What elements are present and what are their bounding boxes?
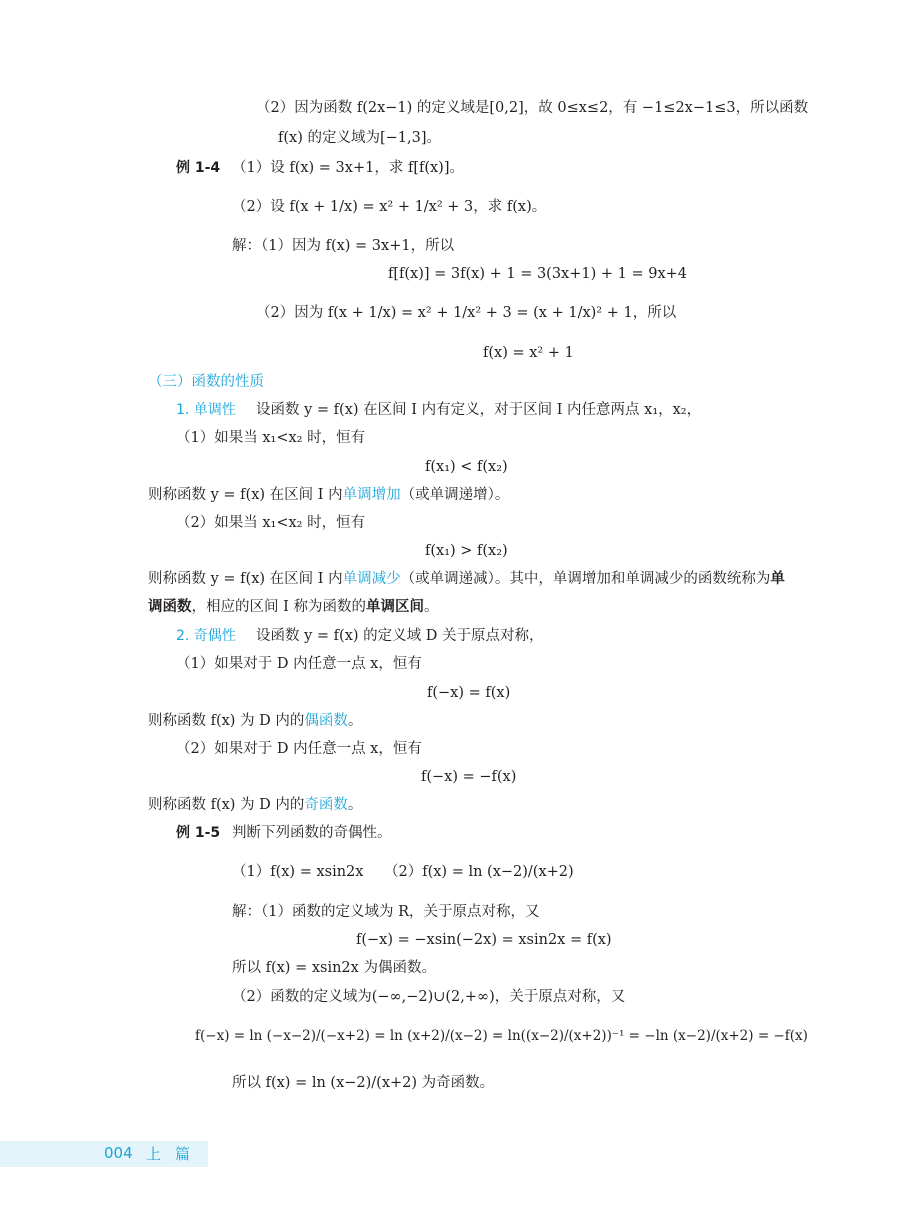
text-span: 。 xyxy=(347,797,363,813)
text-line xyxy=(148,569,785,589)
subsection-label: 2. 奇偶性 xyxy=(176,628,236,644)
term-link: 单调增加 xyxy=(342,487,401,503)
formula: f(−x) = ln (−x−2)/(−x+2) = ln (x+2)/(x−2) = ln((x−2)/(x+2))⁻¹ = −ln (x−2)/(x+2) = −f(x) xyxy=(195,1028,808,1044)
bold-term: 单 xyxy=(770,570,785,587)
formula: f(−x) = −xsin(−2x) = xsin2x = f(x) xyxy=(356,932,612,948)
page-number: 004 xyxy=(104,1144,133,1162)
text-span: 。 xyxy=(423,599,439,615)
section-name: 上篇 xyxy=(146,1145,205,1163)
text-line: （2）如果对于 D 内任意一点 x，恒有 xyxy=(176,741,422,757)
text-line: （1）如果当 x₁<x₂ 时，恒有 xyxy=(176,430,366,446)
term-link: 奇函数 xyxy=(304,797,348,813)
text-span: （或单调递减）。其中，单调增加和单调减少的函数统称为 xyxy=(400,571,771,587)
text-span: （或单调递增）。 xyxy=(400,487,510,503)
formula: f(x₁) > f(x₂) xyxy=(425,543,508,559)
text-line: （2）如果当 x₁<x₂ 时，恒有 xyxy=(176,515,366,531)
text-line: （2）设 f(x + 1/x) = x² + 1/x² + 3，求 f(x)。 xyxy=(232,199,547,215)
text-line: （2）函数的定义域为(−∞,−2)∪(2,+∞)，关于原点对称，又 xyxy=(232,989,626,1005)
text-line: 解：（1）函数的定义域为 R，关于原点对称，又 xyxy=(232,904,540,920)
text-line: （2）因为函数 f(2x−1) 的定义域是[0,2]，故 0≤x≤2，有 −1≤2x−1≤3，所以函数 xyxy=(256,100,809,116)
formula: f(−x) = −f(x) xyxy=(421,769,517,785)
example-label: 例 1-5 xyxy=(176,825,221,841)
text-line: （2）因为 f(x + 1/x) = x² + 1/x² + 3 = (x + 1/x)² + 1，所以 xyxy=(256,305,677,321)
term-link: 偶函数 xyxy=(304,713,348,729)
text-span: ，相应的区间 I 称为函数的 xyxy=(191,599,366,615)
formula: f[f(x)] = 3f(x) + 1 = 3(3x+1) + 1 = 9x+4 xyxy=(388,266,688,282)
text-line: （1）设 f(x) = 3x+1，求 f[f(x)]。 xyxy=(232,160,464,176)
text-line: 所以 f(x) = ln (x−2)/(x+2) 为奇函数。 xyxy=(232,1075,495,1091)
formula: f(x) = x² + 1 xyxy=(483,345,574,361)
term-link: 单调减少 xyxy=(342,571,401,587)
formula: （1）f(x) = xsin2x xyxy=(232,864,364,880)
text-line: 判断下列函数的奇偶性。 xyxy=(232,825,392,841)
text-span: 则称函数 f(x) 为 D 内的 xyxy=(148,797,305,813)
text-line: 设函数 y = f(x) 在区间 I 内有定义，对于区间 I 内任意两点 x₁，x₂， xyxy=(256,402,702,418)
bold-term: 单调区间 xyxy=(365,598,424,615)
subsection-label: 1. 单调性 xyxy=(176,402,236,418)
text-span: 则称函数 y = f(x) 在区间 I 内 xyxy=(148,487,343,503)
text-line: f(x) 的定义域为[−1,3]。 xyxy=(278,130,441,146)
formula: f(−x) = f(x) xyxy=(427,685,511,701)
text-line xyxy=(148,711,362,731)
text-line: 解：（1）因为 f(x) = 3x+1，所以 xyxy=(232,238,455,254)
bold-term: 调函数 xyxy=(148,598,192,615)
text-line: （1）如果对于 D 内任意一点 x，恒有 xyxy=(176,656,422,672)
text-span: 则称函数 f(x) 为 D 内的 xyxy=(148,713,305,729)
text-line: 所以 f(x) = xsin2x 为偶函数。 xyxy=(232,960,436,976)
text-line: 设函数 y = f(x) 的定义域 D 关于原点对称， xyxy=(256,628,544,644)
formula: （2）f(x) = ln (x−2)/(x+2) xyxy=(384,864,574,880)
text-span: 则称函数 y = f(x) 在区间 I 内 xyxy=(148,571,343,587)
section-heading: （三）函数的性质 xyxy=(148,374,264,390)
example-label: 例 1-4 xyxy=(176,160,221,176)
text-line xyxy=(148,597,438,617)
text-line xyxy=(148,795,362,815)
formula: f(x₁) < f(x₂) xyxy=(425,459,508,475)
text-line xyxy=(148,485,509,505)
text-span: 。 xyxy=(347,713,363,729)
